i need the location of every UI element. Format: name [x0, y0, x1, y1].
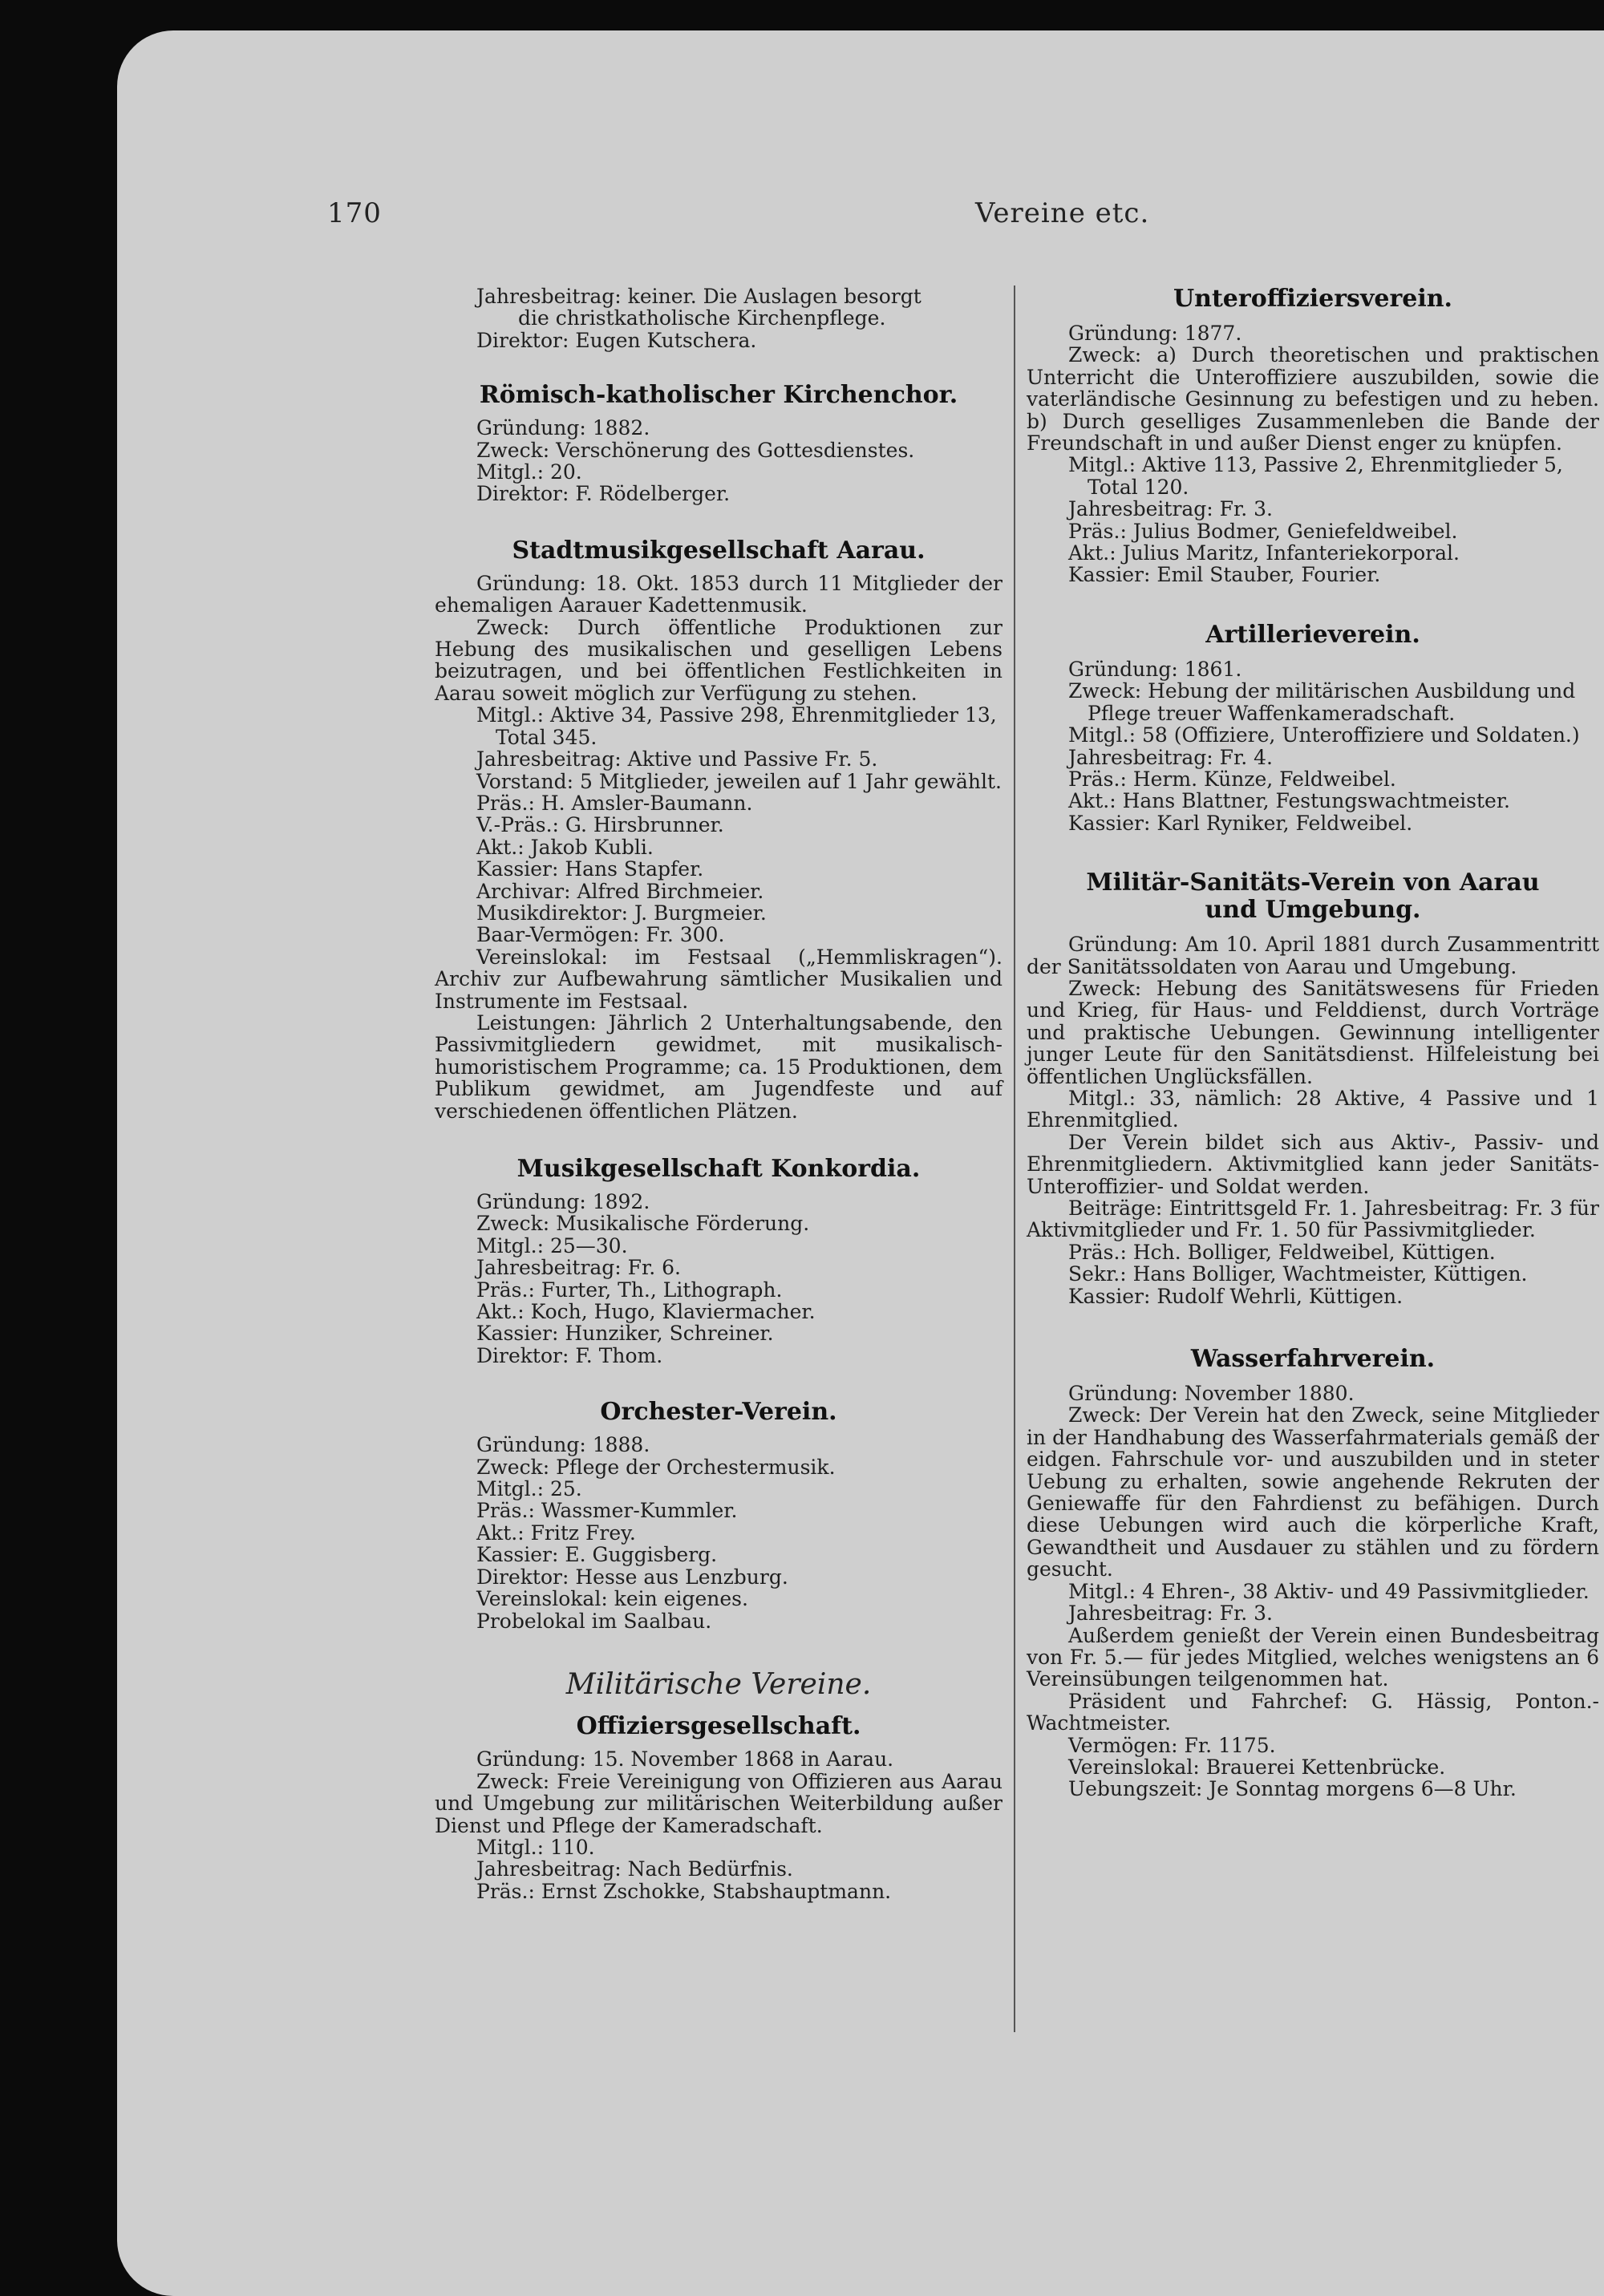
column-divider — [1014, 285, 1015, 2032]
section-heading: Orchester-Verein. — [600, 1398, 837, 1427]
text-line: Zweck: Verschönerung des Gottesdienstes. — [476, 438, 915, 462]
text-line: Präs.: Hch. Bolliger, Feldweibel, Küttigen. — [1068, 1240, 1496, 1264]
text-paragraph: Zweck: Der Verein hat den Zweck, seine Mitglieder in der Handhabung des Wasserfahrmaterials gemäß der eidgen. Fahrschule vor- und auszubilden und in steter Uebung zu erhalten, sowie angehende Rekruten der Geniewaffe für den Fahrdienst zu befähigen. Durch diese Uebungen wird auch die körperliche Kraft, Gewandtheit und Ausdauer zu stählen und zu fördern gesucht. — [1027, 1403, 1599, 1581]
text-line: Mitgl.: 110. — [476, 1835, 595, 1859]
text-line: V.-Präs.: G. Hirsbrunner. — [476, 813, 724, 837]
officer-list — [1068, 747, 1599, 835]
entry-roemisch — [476, 417, 1003, 505]
text-line: Präs.: Ernst Zschokke, Stabshauptmann. — [476, 1879, 892, 1903]
text-line: Gründung: 15. November 1868 in Aarau. — [476, 1747, 894, 1772]
text-paragraph: Zweck: Freie Vereinigung von Offizieren aus Aarau und Umgebung zur militärischen Weiterbildung außer Dienst und Pflege der Kameradschaft. — [435, 1769, 1003, 1837]
text-line: Akt.: Hans Blattner, Festungswachtmeister. — [1068, 789, 1510, 813]
text-line: die christkatholische Kirchenpflege. — [518, 306, 886, 330]
page-number: 170 — [327, 197, 382, 229]
right-column — [1027, 285, 1599, 1800]
entry-stadtmusik — [435, 573, 1003, 1122]
text-line: Gründung: November 1880. — [1068, 1382, 1355, 1406]
text-paragraph: Jahresbeitrag: Aktive und Passive Fr. 5. — [476, 747, 878, 771]
section-heading: Musikgesellschaft Konkordia. — [516, 1155, 921, 1183]
text-line: Akt.: Jakob Kubli. — [476, 835, 654, 859]
entry-sanitaets — [1027, 933, 1599, 1307]
text-line: Kassier: Hunziker, Schreiner. — [476, 1322, 774, 1346]
text-line: Jahresbeitrag: Fr. 3. — [1068, 1602, 1273, 1626]
left-column — [435, 285, 1003, 1902]
text-line: Präs.: Furter, Th., Lithograph. — [476, 1278, 783, 1302]
text-paragraph: Vereinslokal: im Festsaal („Hemmliskragen“). Archiv zur Aufbewahrung sämtlicher Musikalien und Instrumente im Festsaal. — [435, 945, 1003, 1013]
entry-unteroffiziers — [1027, 322, 1599, 586]
text-line: Direktor: Hesse aus Lenzburg. — [476, 1565, 788, 1589]
text-line: Kassier: Karl Ryniker, Feldweibel. — [1068, 811, 1413, 835]
text-paragraph: Mitgl.: 33, nämlich: 28 Aktive, 4 Passive und 1 Ehrenmitglied. — [1027, 1086, 1599, 1132]
text-line: Zweck: Musikalische Förderung. — [476, 1212, 810, 1236]
text-paragraph: Zweck: Durch öffentliche Produktionen zur Hebung des musikalischen und geselligen Lebens beizutragen, und bei öffentlichen Festlichkeiten in Aarau soweit möglich zur Verfügung zu stehen. — [435, 615, 1003, 705]
text-line: Gründung: 1888. — [476, 1433, 650, 1457]
text-line: Vereinslokal: Brauerei Kettenbrücke. — [1068, 1755, 1446, 1779]
text-line: Mitgl.: 20. — [476, 460, 582, 484]
officer-list — [1068, 498, 1599, 586]
text-paragraph: Mitgl.: Aktive 113, Passive 2, Ehrenmitglieder 5, Total 120. — [1068, 453, 1563, 499]
text-line: Gründung: 1882. — [476, 416, 650, 440]
section-heading: Unteroffiziersverein. — [1173, 285, 1453, 313]
officer-list — [476, 792, 1003, 946]
text-line: Gründung: 1877. — [1068, 322, 1242, 345]
section-heading: Militär-Sanitäts-Verein von Aarau — [1086, 869, 1540, 897]
text-line: Präs.: Julius Bodmer, Geniefeldweibel. — [1068, 519, 1458, 543]
text-paragraph: Vorstand: 5 Mitglieder, jeweilen auf 1 Jahr gewählt. — [476, 769, 1002, 793]
text-list — [476, 1836, 1003, 1902]
text-line: Jahresbeitrag: Nach Bedürfnis. — [476, 1857, 793, 1881]
text-line: Mitgl.: 25—30. — [476, 1233, 628, 1257]
text-line: Kassier: Hans Stapfer. — [476, 857, 704, 881]
entry-wasserfahr — [1027, 1383, 1599, 1800]
text-line: Kassier: E. Guggisberg. — [476, 1543, 718, 1567]
text-line: Mitgl.: 25. — [476, 1477, 582, 1501]
text-paragraph: Der Verein bildet sich aus Aktiv-, Passiv- und Ehrenmitgliedern. Aktivmitglied kann jeder Sanitäts-Unteroffizier- und Soldat werden. — [1027, 1130, 1599, 1198]
text-paragraph: Beiträge: Eintrittsgeld Fr. 1. Jahresbeitrag: Fr. 3 für Aktivmitglieder und Fr. 1. 50 für Passivmitglieder. — [1027, 1197, 1599, 1242]
text-line: Jahresbeitrag: keiner. Die Auslagen besorgt — [476, 285, 921, 308]
entry-konkordia — [476, 1191, 1003, 1367]
intro-block — [476, 285, 1003, 351]
text-line: Jahresbeitrag: Fr. 4. — [1068, 745, 1273, 769]
text-line: Kassier: Emil Stauber, Fourier. — [1068, 563, 1381, 587]
text-paragraph: Gründung: Am 10. April 1881 durch Zusammentritt der Sanitätssoldaten von Aarau und Umgebung. — [1027, 933, 1599, 978]
book-page — [117, 30, 1604, 2296]
text-paragraph: Mitgl.: 58 (Offiziere, Unteroffiziere und Soldaten.) — [1068, 723, 1580, 747]
section-heading: Römisch-katholischer Kirchenchor. — [479, 381, 958, 410]
text-paragraph: Mitgl.: 4 Ehren-, 38 Aktiv- und 49 Passivmitglieder. — [1068, 1579, 1590, 1603]
text-line: Probelokal im Saalbau. — [476, 1609, 712, 1633]
text-paragraph: Zweck: Hebung des Sanitätswesens für Frieden und Krieg, für Haus- und Felddienst, durch Vorträge und praktische Uebungen. Gewinnung intelligenter junger Leute für den Sanitätsdienst. Hilfeleistung bei öffentlichen Unglücksfällen. — [1027, 976, 1599, 1088]
text-line: Zweck: Pflege der Orchestermusik. — [476, 1455, 836, 1479]
entry-offiziers — [435, 1748, 1003, 1902]
text-line: Vereinslokal: kein eigenes. — [476, 1587, 748, 1611]
text-line: Musikdirektor: J. Burgmeier. — [476, 901, 767, 925]
text-paragraph: Leistungen: Jährlich 2 Unterhaltungsabende, den Passivmitgliedern gewidmet, mit musikalisch-humoristischem Programme; ca. 15 Produktionen, dem Publikum gewidmet, am Jugendfeste und auf verschiedenen öffentlichen Plätzen. — [435, 1010, 1003, 1123]
text-line: Baar-Vermögen: Fr. 300. — [476, 923, 725, 947]
text-line: Kassier: Rudolf Wehrli, Küttigen. — [1068, 1284, 1404, 1308]
text-paragraph: Gründung: 18. Okt. 1853 durch 11 Mitglieder der ehemaligen Aarauer Kadettenmusik. — [435, 571, 1003, 618]
text-paragraph: Außerdem genießt der Verein einen Bundesbeitrag von Fr. 5.— für jedes Mitglied, welches wenigstens an 6 Vereinsübungen teilgenommen hat. — [1027, 1623, 1599, 1691]
running-title: Vereine etc. — [975, 197, 1150, 229]
entry-artillerie — [1027, 658, 1599, 834]
section-heading-continued: und Umgebung. — [1205, 896, 1421, 925]
text-line: Jahresbeitrag: Fr. 6. — [476, 1256, 681, 1280]
text-line: Akt.: Fritz Frey. — [476, 1521, 636, 1545]
text-line: Jahresbeitrag: Fr. 3. — [1068, 497, 1273, 521]
text-line: Direktor: F. Thom. — [476, 1343, 663, 1367]
part-heading: Militärische Vereine. — [565, 1667, 872, 1701]
officer-list — [1068, 1735, 1599, 1800]
text-line: Direktor: F. Rödelberger. — [476, 482, 731, 506]
text-line: Direktor: Eugen Kutschera. — [476, 328, 757, 352]
text-line: Präs.: Herm. Künze, Feldweibel. — [1068, 767, 1396, 791]
entry-orchester — [476, 1434, 1003, 1632]
text-line: Sekr.: Hans Bolliger, Wachtmeister, Küttigen. — [1068, 1262, 1528, 1286]
text-line: Gründung: 1892. — [476, 1190, 650, 1213]
text-line: Vermögen: Fr. 1175. — [1068, 1733, 1276, 1757]
text-line: Uebungszeit: Je Sonntag morgens 6—8 Uhr. — [1068, 1777, 1517, 1801]
text-line: Gründung: 1861. — [1068, 657, 1242, 681]
text-line: Archivar: Alfred Birchmeier. — [476, 879, 764, 903]
text-line: Akt.: Julius Maritz, Infanteriekorporal. — [1068, 541, 1460, 565]
text-line: Präs.: Wassmer-Kummler. — [476, 1499, 738, 1523]
text-paragraph: Mitgl.: Aktive 34, Passive 298, Ehrenmitglieder 13, Total 345. — [476, 703, 997, 749]
text-line: Akt.: Koch, Hugo, Klaviermacher. — [476, 1300, 816, 1324]
section-heading: Wasserfahrverein. — [1190, 1345, 1436, 1374]
officer-list — [1068, 1241, 1599, 1307]
section-heading: Stadtmusikgesellschaft Aarau. — [512, 536, 926, 565]
section-heading: Offiziersgesellschaft. — [576, 1712, 861, 1741]
text-line: Präs.: H. Amsler-Baumann. — [476, 791, 753, 815]
text-paragraph: Zweck: a) Durch theoretischen und praktischen Unterricht die Unteroffiziere auszubilden, sowie die vaterländische Gesinnung zu befestigen und zu heben. b) Durch geselliges Zusammenleben die Bande der Freundschaft in und außer Dienst enger zu knüpfen. — [1027, 343, 1599, 456]
text-paragraph: Präsident und Fahrchef: G. Hässig, Ponton.-Wachtmeister. — [1027, 1689, 1599, 1735]
text-paragraph: Zweck: Hebung der militärischen Ausbildung und Pflege treuer Waffenkameradschaft. — [1068, 679, 1576, 725]
section-heading: Artillerieverein. — [1205, 620, 1420, 649]
